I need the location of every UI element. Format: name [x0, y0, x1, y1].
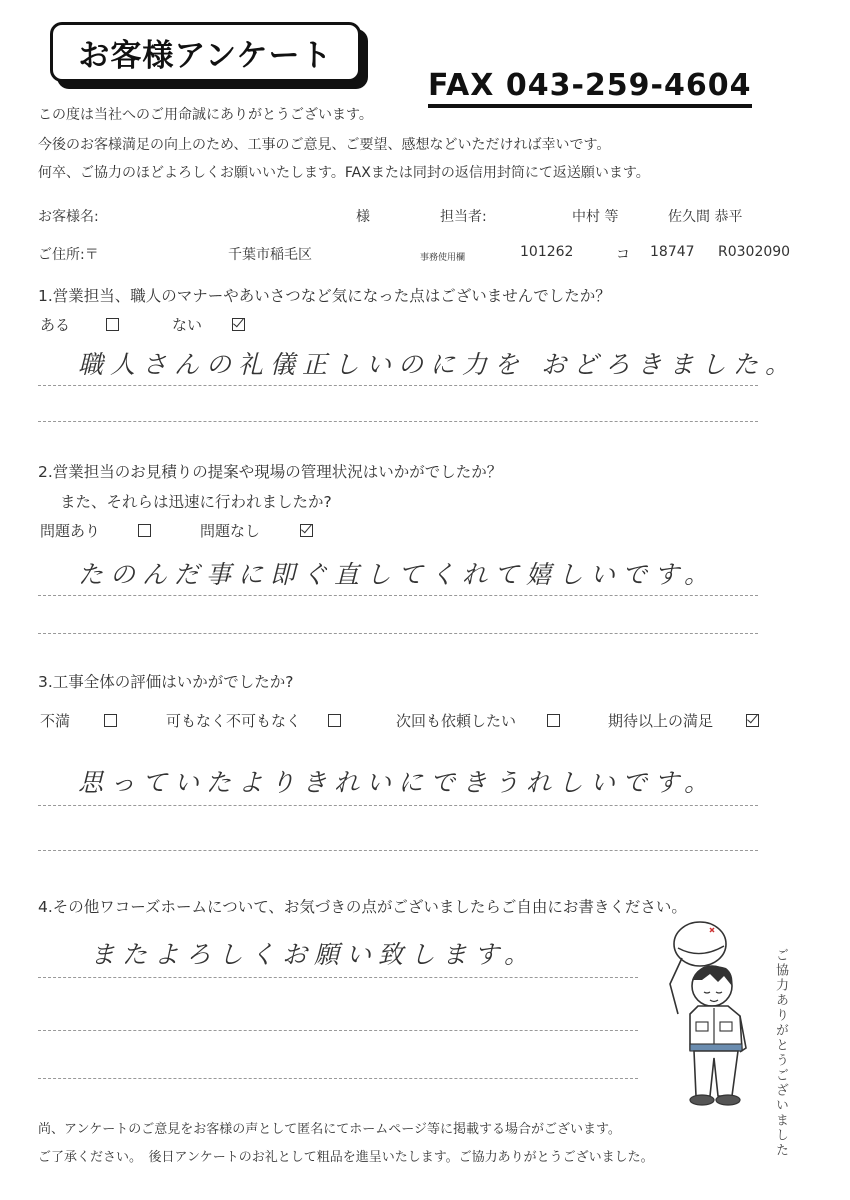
address-value: 千葉市稲毛区 — [228, 247, 312, 263]
survey-title: お客様アンケート — [78, 37, 333, 74]
intro-line-3: 何卒、ご協力のほどよろしくお願いいたします。FAXまたは同封の返信用封筒にて返送願います。 — [38, 165, 650, 181]
honorific: 様 — [356, 209, 370, 225]
q2-option-no-checkbox[interactable] — [300, 524, 313, 537]
q1-handwritten-answer: 職人さんの礼儀正しいのに力を おどろきました。 — [78, 350, 797, 379]
footer-line-1: 尚、アンケートのご意見をお客様の声として匿名にてホームページ等に掲載する場合がございます。 — [38, 1122, 621, 1137]
fax-number: FAX 043-259-4604 — [428, 68, 752, 108]
q3-option-dissatisfied-label: 不満 — [40, 712, 71, 730]
q2-question-line-2: また、それらは迅速に行われましたか? — [60, 493, 332, 511]
office-use-label: 事務使用欄 — [420, 253, 466, 263]
q3-handwritten-answer: 思っていたよりきれいにできうれしいです。 — [78, 768, 717, 797]
q4-answer-line-2 — [38, 1030, 638, 1031]
q2-option-yes-checkbox[interactable] — [138, 524, 151, 537]
staff-name-2: 佐久間 恭平 — [668, 209, 743, 225]
q3-option-dissatisfied-checkbox[interactable] — [104, 714, 117, 727]
q2-answer-line-2 — [38, 633, 758, 634]
q3-answer-line-2 — [38, 850, 758, 851]
vertical-thank-you-text: ご協力ありがとうございました — [773, 948, 788, 1158]
address-label: ご住所:〒 — [38, 247, 99, 263]
staff-label: 担当者: — [440, 209, 487, 225]
office-code-3: 18747 — [650, 244, 695, 260]
survey-title-box — [50, 22, 361, 82]
q3-question: 3.工事全体の評価はいかがでしたか? — [38, 673, 294, 691]
q1-question: 1.営業担当、職人のマナーやあいさつなど気になった点はございませんでしたか？ — [38, 287, 611, 305]
q4-answer-line-1 — [38, 977, 638, 978]
q3-answer-line-1 — [38, 805, 758, 806]
office-code-2: コ — [616, 247, 630, 263]
office-code-1: 101262 — [520, 244, 574, 260]
q3-option-neutral-checkbox[interactable] — [328, 714, 341, 727]
q2-question-line-1: 2.営業担当のお見積りの提案や現場の管理状況はいかがでしたか？ — [38, 463, 503, 481]
intro-line-1: この度は当社へのご用命誠にありがとうございます。 — [38, 107, 373, 123]
q4-handwritten-answer: またよろしくお願い致します。 — [90, 940, 537, 969]
q3-option-exceeded-label: 期待以上の満足 — [608, 712, 714, 730]
q1-option-yes-checkbox[interactable] — [106, 318, 119, 331]
q2-option-yes-label: 問題あり — [40, 522, 101, 540]
q1-option-yes-label: ある — [40, 316, 71, 334]
q4-question: 4.その他ワコーズホームについて、お気づきの点がございましたらご自由にお書きください。 — [38, 898, 687, 916]
q1-answer-line-2 — [38, 421, 758, 422]
q1-answer-line-1 — [38, 385, 758, 386]
q2-answer-line-1 — [38, 595, 758, 596]
q3-option-repeat-label: 次回も依頼したい — [396, 712, 517, 730]
q2-option-no-label: 問題なし — [200, 522, 261, 540]
q4-answer-line-3 — [38, 1078, 638, 1079]
footer-line-2: ご了承ください。 後日アンケートのお礼として粗品を進呈いたします。ご協力ありがとうございました。 — [38, 1150, 654, 1165]
q3-option-repeat-checkbox[interactable] — [547, 714, 560, 727]
q1-option-no-checkbox[interactable] — [232, 318, 245, 331]
q2-handwritten-answer: たのんだ事に即ぐ直してくれて嬉しいです。 — [78, 560, 717, 589]
intro-line-2: 今後のお客様満足の向上のため、工事のご意見、ご要望、感想などいただければ幸いです。 — [38, 137, 611, 153]
worker-mascot-illustration — [648, 918, 766, 1113]
office-code-4: R0302090 — [718, 244, 791, 260]
q1-option-no-label: ない — [172, 316, 203, 334]
customer-name-label: お客様名: — [38, 209, 99, 225]
staff-name-1: 中村 等 — [572, 209, 619, 225]
q3-option-neutral-label: 可もなく不可もなく — [166, 712, 302, 730]
q3-option-exceeded-checkbox[interactable] — [746, 714, 759, 727]
